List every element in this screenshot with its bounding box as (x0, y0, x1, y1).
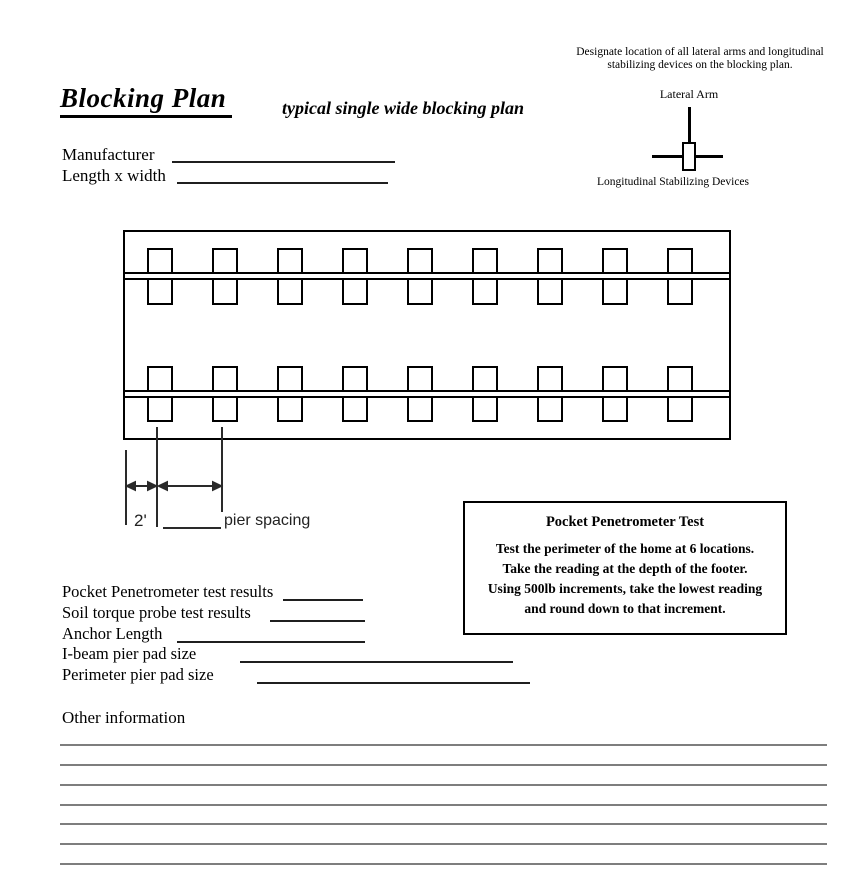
pier-square (147, 248, 173, 274)
pier-square (472, 248, 498, 274)
penetrometer-instruction-line: and round down to that increment. (524, 601, 726, 616)
arrowhead-left-icon (127, 482, 135, 490)
soil-torque-field[interactable] (270, 620, 365, 622)
legend-pier-symbol-icon (682, 142, 696, 171)
penetrometer-results-field[interactable] (283, 599, 363, 601)
penetrometer-instruction-line: Test the perimeter of the home at 6 locations. (495, 541, 755, 556)
pier-square (407, 248, 433, 274)
pier-square (407, 366, 433, 392)
pier-square (667, 396, 693, 422)
penetrometer-results-label: Pocket Penetrometer test results (62, 582, 274, 601)
legend-note (552, 46, 847, 72)
edge-distance-label: 2' (134, 511, 147, 530)
pier-square (342, 396, 368, 422)
anchor-length-field[interactable] (177, 641, 365, 643)
penetrometer-instruction-box (463, 501, 787, 635)
perimeter-pad-size-label: Perimeter pier pad size (62, 665, 214, 684)
pier-square (212, 366, 238, 392)
arrowhead-right-icon (148, 482, 156, 490)
pier-square (342, 366, 368, 392)
pier-square (537, 248, 563, 274)
page-subtitle: typical single wide blocking plan (282, 98, 524, 118)
penetrometer-instruction-line: Take the reading at the depth of the footer. (502, 561, 748, 576)
length-width-field[interactable] (177, 182, 388, 184)
legend-note-line1: Designate location of all lateral arms and longitudinal (576, 46, 824, 58)
pier-square (667, 366, 693, 392)
other-information-writing-line[interactable] (60, 804, 827, 806)
pier-square (212, 396, 238, 422)
length-width-label: Length x width (62, 166, 166, 185)
other-information-writing-line[interactable] (60, 744, 827, 746)
penetrometer-instruction-line: Using 500lb increments, take the lowest reading (487, 581, 763, 596)
other-information-writing-line[interactable] (60, 863, 827, 865)
lateral-arm-line-icon (688, 107, 691, 143)
pier-square (472, 366, 498, 392)
pier-square (147, 366, 173, 392)
pier-square (212, 248, 238, 274)
pier-spacing-label: pier spacing (224, 512, 311, 529)
pier-square (342, 278, 368, 305)
pier-square (277, 248, 303, 274)
pier-spacing-field[interactable] (163, 527, 221, 529)
pier-square (472, 396, 498, 422)
other-information-writing-line[interactable] (60, 823, 827, 825)
manufacturer-field[interactable] (172, 161, 395, 163)
pier-square (277, 396, 303, 422)
other-information-label: Other information (62, 708, 186, 727)
soil-torque-label: Soil torque probe test results (62, 603, 251, 622)
arrowhead-right-icon (213, 482, 221, 490)
ibeam-pad-size-label: I-beam pier pad size (62, 644, 197, 663)
pier-square (277, 366, 303, 392)
pier-square (537, 396, 563, 422)
pier-square (537, 366, 563, 392)
longitudinal-devices-label: Longitudinal Stabilizing Devices (596, 176, 750, 188)
penetrometer-box-body (465, 539, 785, 619)
other-information-writing-line[interactable] (60, 764, 827, 766)
ibeam-pad-size-field[interactable] (240, 661, 513, 663)
pier-square (667, 248, 693, 274)
pier-square (472, 278, 498, 305)
other-information-writing-line[interactable] (60, 843, 827, 845)
pier-square (407, 278, 433, 305)
page-title: Blocking Plan (60, 84, 232, 118)
anchor-length-label: Anchor Length (62, 624, 163, 643)
perimeter-pad-size-field[interactable] (257, 682, 530, 684)
arrowhead-left-icon (159, 482, 167, 490)
pier-square (277, 278, 303, 305)
pier-square (407, 396, 433, 422)
pier-square (147, 278, 173, 305)
pier-square (212, 278, 238, 305)
pier-square (342, 248, 368, 274)
pier-square (667, 278, 693, 305)
pier-square (602, 396, 628, 422)
other-information-writing-line[interactable] (60, 784, 827, 786)
pier-square (537, 278, 563, 305)
legend-note-line2: stabilizing devices on the blocking plan. (607, 59, 793, 71)
pier-square (602, 278, 628, 305)
lateral-arm-label: Lateral Arm (659, 87, 719, 101)
pier-square (602, 366, 628, 392)
manufacturer-label: Manufacturer (62, 145, 155, 164)
pier-square (602, 248, 628, 274)
pier-square (147, 396, 173, 422)
penetrometer-box-title: Pocket Penetrometer Test (545, 514, 705, 530)
